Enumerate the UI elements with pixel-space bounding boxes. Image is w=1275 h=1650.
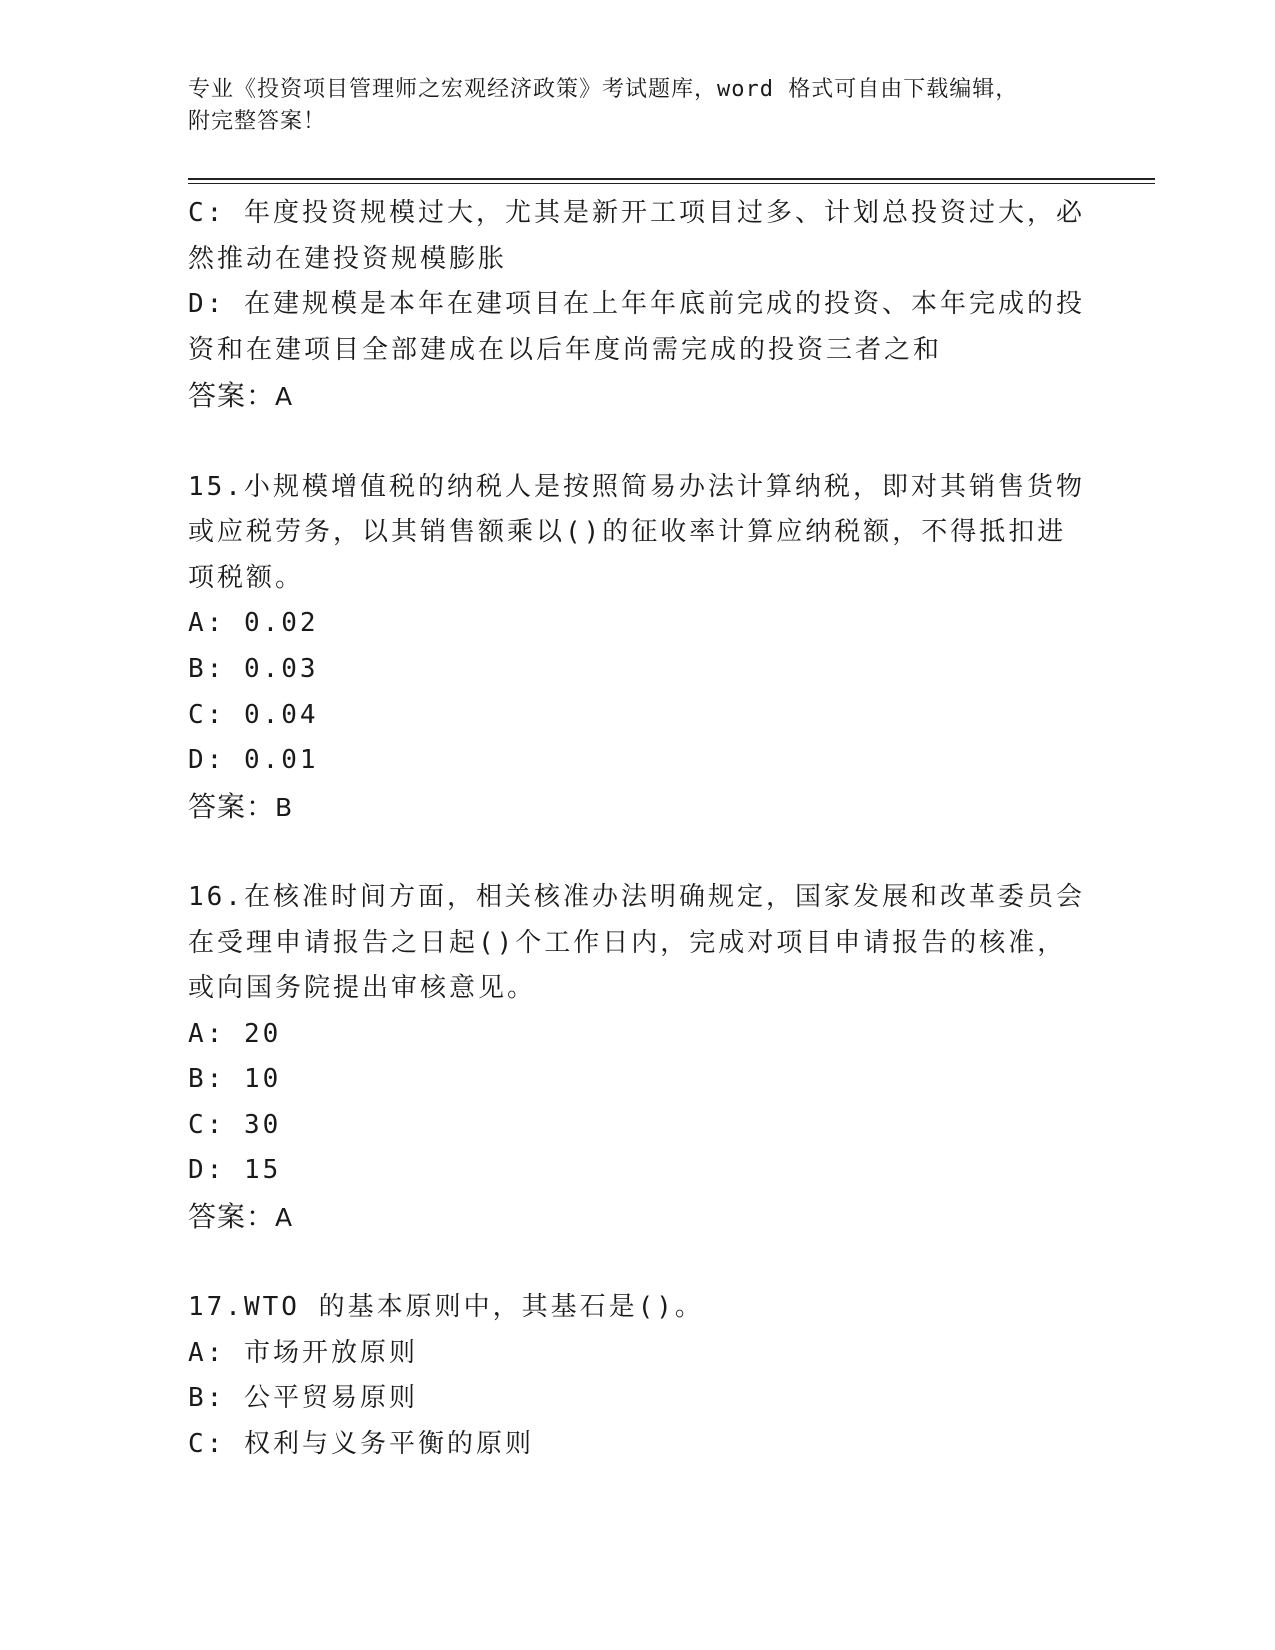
question-15-option-c: C: 0.04 [188, 699, 319, 730]
question-15-option-d: D: 0.01 [188, 745, 319, 776]
option-d-line-1: D: 在建规模是本年在建项目在上年年底前完成的投资、本年完成的投 [188, 289, 1085, 320]
question-15-stem-line-1: 15.小规模增值税的纳税人是按照简易办法计算纳税，即对其销售货物 [188, 471, 1085, 502]
question-15-option-a: A: 0.02 [188, 608, 319, 639]
question-16-stem-line-2: 在受理申请报告之日起()个工作日内，完成对项目申请报告的核准， [188, 927, 1067, 958]
answer-value: A [275, 1203, 296, 1233]
answer-line [188, 373, 1088, 419]
question-15-answer [188, 784, 1088, 830]
header-divider-thick [188, 178, 1155, 180]
answer-value: A [275, 382, 296, 412]
question-16-stem-line-1: 16.在核准时间方面，相关核准办法明确规定，国家发展和改革委员会 [188, 881, 1085, 912]
question-17-option-c: C: 权利与义务平衡的原则 [188, 1429, 534, 1460]
option-c-line-2: 然推动在建投资规模膨胀 [188, 243, 508, 274]
question-16-answer [188, 1194, 1088, 1240]
spacer [188, 419, 1088, 465]
question-17-stem-line-1: 17.WTO 的基本原则中，其基石是()。 [188, 1292, 704, 1323]
question-16-option-b: B: 10 [188, 1064, 282, 1095]
question-14-continued [188, 191, 1088, 419]
answer-value: B [275, 792, 296, 822]
question-17-option-a: A: 市场开放原则 [188, 1337, 418, 1368]
header-line-1: 专业《投资项目管理师之宏观经济政策》考试题库，word 格式可自由下载编辑， [188, 77, 1019, 102]
answer-label: 答案： [188, 1200, 276, 1234]
question-16-option-a: A: 20 [188, 1018, 282, 1049]
question-15-option-b: B: 0.03 [188, 653, 319, 684]
document-header [188, 74, 1088, 138]
question-15-stem-line-3: 项税额。 [188, 562, 305, 593]
answer-label: 答案： [188, 379, 276, 413]
question-17-option-b: B: 公平贸易原则 [188, 1383, 418, 1414]
answer-label: 答案： [188, 789, 276, 823]
question-16 [188, 875, 1088, 1240]
header-divider-thin [188, 183, 1155, 184]
spacer [188, 829, 1088, 875]
question-15-stem-line-2: 或应税劳务，以其销售额乘以()的征收率计算应纳税额，不得抵扣进 [188, 517, 1067, 548]
spacer [188, 1240, 1088, 1286]
question-16-stem-line-3: 或向国务院提出审核意见。 [188, 973, 537, 1004]
option-c-line-1: C: 年度投资规模过大，尤其是新开工项目过多、计划总投资过大，必 [188, 198, 1085, 228]
question-17 [188, 1285, 1088, 1467]
header-line-2: 附完整答案！ [188, 109, 327, 134]
option-d-line-2: 资和在建项目全部建成在以后年度尚需完成的投资三者之和 [188, 334, 943, 365]
question-16-option-c: C: 30 [188, 1109, 282, 1140]
document-body [188, 191, 1088, 1468]
question-16-option-d: D: 15 [188, 1155, 282, 1186]
question-15 [188, 465, 1088, 830]
